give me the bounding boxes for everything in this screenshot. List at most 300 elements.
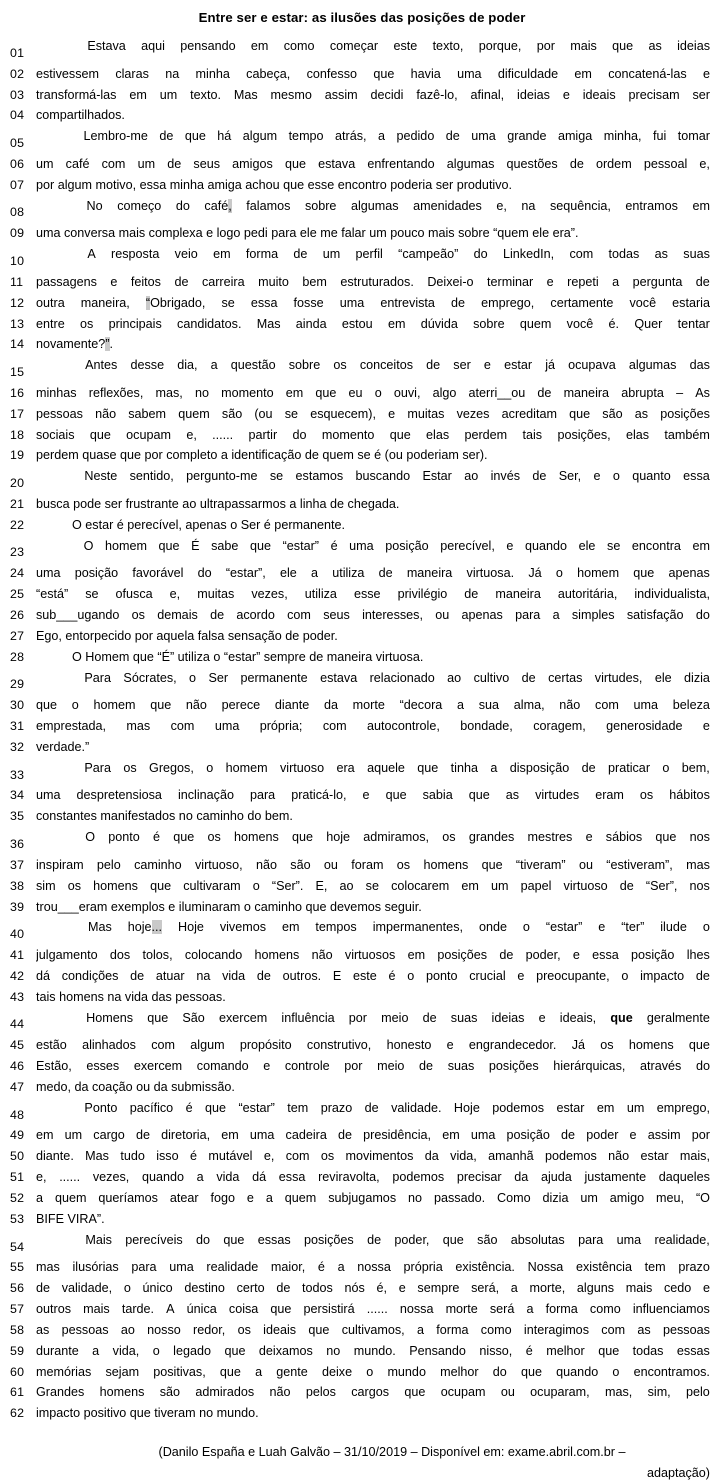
line-number: 36 [10,836,25,851]
line-number: 20 [10,476,25,491]
word: quem [54,1191,87,1205]
word: cargo [93,1128,125,1143]
word: em [250,39,269,53]
line-number: 41 [10,948,25,963]
highlight-mark: , [228,198,232,213]
word: ocupava [568,358,616,373]
word: pelo [96,857,121,872]
word: não [608,1149,630,1164]
text-line [10,293,710,314]
word: nosso [147,1322,181,1337]
word: que [89,427,111,442]
word: em [129,87,147,102]
word: inclinação [177,788,234,803]
word: um [580,1191,598,1205]
word: ao [339,878,354,893]
word: feitos [130,274,161,289]
word: dificuldade [497,66,559,81]
word: O [83,538,94,553]
highlight-mark: ... [151,920,163,935]
word: pergunta [632,274,683,289]
word: estar [556,1100,585,1115]
word: ainda [295,316,327,331]
word: algo [432,385,457,400]
word: a [265,1191,273,1205]
word: disposição [509,760,570,775]
word: bem [302,274,327,289]
word: perdem [464,427,508,442]
source-credit [0,1442,724,1484]
line-number: 47 [10,1079,25,1094]
word: de [464,587,479,602]
word: os [237,1322,251,1337]
line-text: O Homem que “É” utiliza o “estar” sempre de maneira virtuosa. [72,649,424,664]
text-line [10,1077,710,1098]
word: como [589,1302,621,1317]
word: do [695,1059,710,1074]
word: que [223,1232,245,1247]
word: são [221,406,243,421]
word: positivas, [153,1364,206,1379]
line-number: 09 [10,226,25,241]
word: do [196,1232,211,1247]
word: existência. [455,1260,515,1275]
word: uma [339,295,365,310]
word: dúvida [420,316,458,331]
paragraph-indent [36,466,72,487]
line-text: impacto positivo que tiveram no mundo. [36,1406,259,1421]
word: Já [528,566,542,581]
line-text [36,1278,710,1299]
word: que [150,878,172,893]
word: tentar [677,316,710,331]
word: A [87,247,96,262]
line-number: 35 [10,809,25,824]
line-number: 28 [10,649,25,664]
word: que [569,406,591,421]
word: para [131,1260,157,1275]
text-line [10,855,710,876]
word: realidade [206,1260,259,1275]
word: reflexões, [88,385,144,400]
word: exercem [133,1059,183,1074]
word: mas, [604,1385,633,1400]
word: ouvi, [393,385,421,400]
line-text [36,154,710,175]
text-line [10,272,710,293]
word: sua [478,698,500,713]
word: julgamento [36,948,98,963]
word [610,1008,632,1029]
word: principais [108,316,162,331]
word: E, [315,878,328,893]
line-text: tais homens na vida das pessoas. [36,989,226,1004]
word: em [281,920,300,935]
word: vida [222,968,246,983]
word: terminar [487,274,534,289]
word: precisam [628,87,680,102]
word: pelos [305,1385,336,1400]
word: uma [36,788,61,803]
text-line [10,647,710,668]
word: quem [519,316,552,331]
word: e [483,358,491,373]
word: homem [93,698,136,713]
word: do [695,608,710,622]
word: se [607,538,621,553]
word: amenidades [413,198,482,213]
word: de [695,968,710,983]
word: a [337,1260,345,1275]
word: fosse [293,295,324,310]
word: uma [169,1260,194,1275]
word: encontra [631,538,681,553]
word: virtuosa. [466,566,515,581]
word: de [367,1232,382,1247]
word: sobre [473,316,505,331]
word: mais [625,1281,653,1296]
word: o [206,760,214,775]
word: mais [83,1302,110,1317]
line-number: 30 [10,698,25,713]
word: prazo [320,1100,353,1115]
word: com [151,1038,176,1053]
line-text [36,425,710,446]
word: partir [248,427,278,442]
line-text [36,1230,710,1251]
word: a [526,1302,534,1317]
word: cadeira [285,1128,327,1143]
word: homens [93,878,138,893]
word: Estar [422,469,452,484]
paragraph-indent [36,668,72,689]
text-line [10,626,710,647]
text-line [10,536,710,564]
word: não [269,1385,291,1400]
word: ou [500,1385,515,1400]
word: vida, [450,1149,477,1164]
word: própria [403,1260,443,1275]
paragraph-indent [36,917,72,938]
word: Mais [85,1232,112,1247]
text-line [10,785,710,806]
word: deixe [321,1364,353,1379]
word: esse [353,587,381,602]
word: pergunto-me [186,469,258,484]
word: que [389,427,411,442]
line-number: 45 [10,1038,25,1053]
word: com [322,719,347,734]
word: homem [104,538,147,553]
word: concatená-las [608,66,687,81]
word: um [137,156,156,171]
word: coragem, [533,719,586,734]
line-text [36,1125,710,1146]
word: emprego, [656,1100,710,1115]
word: que [404,1385,426,1400]
word: (ou [254,406,273,421]
word: queríamos [98,1191,158,1205]
paragraph-indent [36,36,72,57]
word: transformá-las [36,87,117,102]
word: morte [445,1302,478,1317]
word: que [308,1322,330,1337]
word: “Ser”, [645,878,678,893]
line-text [36,536,710,557]
word: hoje [326,830,351,845]
word: de [419,1059,434,1074]
word: suas [447,1059,475,1074]
word: justamente [584,1170,647,1185]
word: ou [323,857,338,872]
word: a [457,698,465,713]
word: inspiram [36,857,84,872]
word: em [692,198,710,213]
word: em [285,385,304,400]
word: este [353,968,377,983]
word: fogo [210,1191,235,1205]
word: de [337,1128,352,1143]
word: esses [86,1059,120,1074]
word: as [648,39,662,53]
word: maneira [495,587,541,602]
word: estar [640,1149,669,1164]
text-line [10,897,710,918]
word: perfil [355,247,383,262]
word: por [344,1059,363,1074]
line-text [36,1299,710,1320]
word: ilude [660,920,687,935]
word: este [393,39,418,53]
line-number: 58 [10,1322,25,1337]
line-number: 13 [10,316,25,331]
word: Já [571,1038,585,1053]
word: podemos [492,1100,545,1115]
word: há [217,129,232,144]
word: em [596,1100,615,1115]
word: que [385,788,407,803]
word: tolos, [142,948,173,963]
word: diante. [36,1149,74,1164]
word: e [538,1010,546,1025]
word: todos [302,1281,333,1296]
line-number: 18 [10,427,25,442]
word: cultivo [473,670,510,685]
word: assim [647,1128,681,1143]
line-text [36,244,710,265]
word: desse [130,358,165,373]
line-text: Ego, entorpecido por aquela falsa sensação de poder. [36,628,338,643]
word: vezes, [251,587,288,602]
line-text: verdade.” [36,739,90,754]
word: que [442,1232,464,1247]
word: do [473,247,488,262]
word: entrevista [380,295,435,310]
text-line [10,966,710,987]
word: que [417,760,439,775]
paragraph-indent [36,244,72,265]
word: que [150,698,172,713]
word: falamos [246,198,291,213]
word: poder, [394,1232,430,1247]
word: A [166,1302,175,1317]
word: acordo [236,608,275,622]
line-number: 27 [10,628,25,643]
word: Grandes [36,1385,85,1400]
text-line [10,1098,710,1126]
word: com [569,247,594,262]
word: poder, [525,948,561,963]
word: dá [252,1170,267,1185]
word: essas [257,1232,291,1247]
word: alguns [576,1281,615,1296]
word: o [662,760,670,775]
word: é [185,1100,193,1115]
word: ao [464,469,479,484]
word: influência [281,1010,335,1025]
word: todas [608,247,640,262]
word: encontramos. [633,1364,710,1379]
word: pelo [686,1385,710,1400]
word: ideias [517,87,550,102]
line-number: 53 [10,1211,25,1226]
line-text [36,126,710,147]
word: e, [169,587,181,602]
word: daqueles [658,1170,710,1185]
line-text [36,1035,710,1056]
line-text [36,314,710,335]
word: se [269,469,284,484]
word: memórias [36,1364,92,1379]
text-line [10,355,710,383]
line-text: perdem quase que por completo a identificação de quem se é (ou poderiam ser). [36,448,488,463]
word: forma [245,247,279,262]
line-text: trou___eram exemplos e iluminaram o caminho que devemos seguir. [36,899,422,914]
line-number: 01 [10,45,25,60]
word: honesto [386,1038,432,1053]
word: de [174,274,189,289]
word: tempos [315,920,357,935]
word: estava [318,156,356,171]
line-text [36,1362,710,1383]
word: comando [196,1059,249,1074]
word: movimentos [345,1149,414,1164]
word: de [561,1128,576,1143]
word: outros [36,1302,72,1317]
word: os [131,608,145,622]
line-number: 39 [10,899,25,914]
word: no [194,385,209,400]
page-title: Entre ser e estar: as ilusões das posições de poder [198,10,526,25]
word: maneira, [80,295,130,310]
word: é [152,830,160,845]
word: uma [349,538,374,553]
word: a [490,760,498,775]
line-text [36,758,710,779]
word: de [135,1128,150,1143]
word: enfrentando [367,156,435,171]
word: subjugamos [328,1191,397,1205]
word: perecível, [440,538,495,553]
word: “decora [399,698,443,713]
word: um [626,1100,645,1115]
word: nós [344,1281,365,1296]
word: admiramos, [363,830,430,845]
word: tais [522,427,543,442]
line-text [36,466,710,487]
word: a [255,1364,263,1379]
word: sociais [36,427,75,442]
line-text [36,36,710,57]
text-line [10,987,710,1008]
word: assim [324,87,358,102]
word: virtuoso [563,878,608,893]
line-text [36,827,710,848]
word: pedido [396,129,435,144]
word: tudo [120,1149,145,1164]
line-text [36,1146,710,1167]
word: e [517,968,525,983]
line-number: 26 [10,608,25,622]
word: estar [504,358,533,373]
word: ser [692,87,710,102]
line-number: 06 [10,156,25,171]
word: despretensiosa [76,788,162,803]
word: os [600,1038,614,1053]
line-text [36,293,710,314]
word: de [378,566,393,581]
line-number: 62 [10,1406,25,1421]
word: dos [109,948,131,963]
word: candidatos. [177,316,242,331]
line-number: 14 [10,337,25,352]
line-text [36,605,710,626]
text-line [10,605,710,626]
line-number: 38 [10,878,25,893]
word: uma [36,566,61,581]
word: perece [221,698,261,713]
word: algum [242,129,278,144]
paragraph-indent [36,196,72,217]
word: e [562,87,570,102]
word: de [210,608,225,622]
word: hoje... [127,920,163,935]
text-line [10,668,710,696]
word: que [598,1343,620,1358]
word: posições, [557,427,611,442]
word: “estar”, [225,566,266,581]
text-line [10,314,710,335]
word: e [110,274,118,289]
word: repeti [567,274,599,289]
word: estou [341,316,373,331]
word: questões [506,156,558,171]
word: quando [525,538,568,553]
word: mais [570,39,597,53]
word: “está” [36,587,69,602]
word: outros. [282,968,322,983]
word: pessoal [643,156,688,171]
word: impermanentes, [372,920,463,935]
word: Mas [85,1149,109,1164]
word: com [287,608,311,622]
word: de [364,1100,379,1115]
word: e, [699,156,710,171]
word: e [546,274,554,289]
word: uma [457,66,482,81]
word: estava [320,670,358,685]
word: cabeça, [246,66,291,81]
